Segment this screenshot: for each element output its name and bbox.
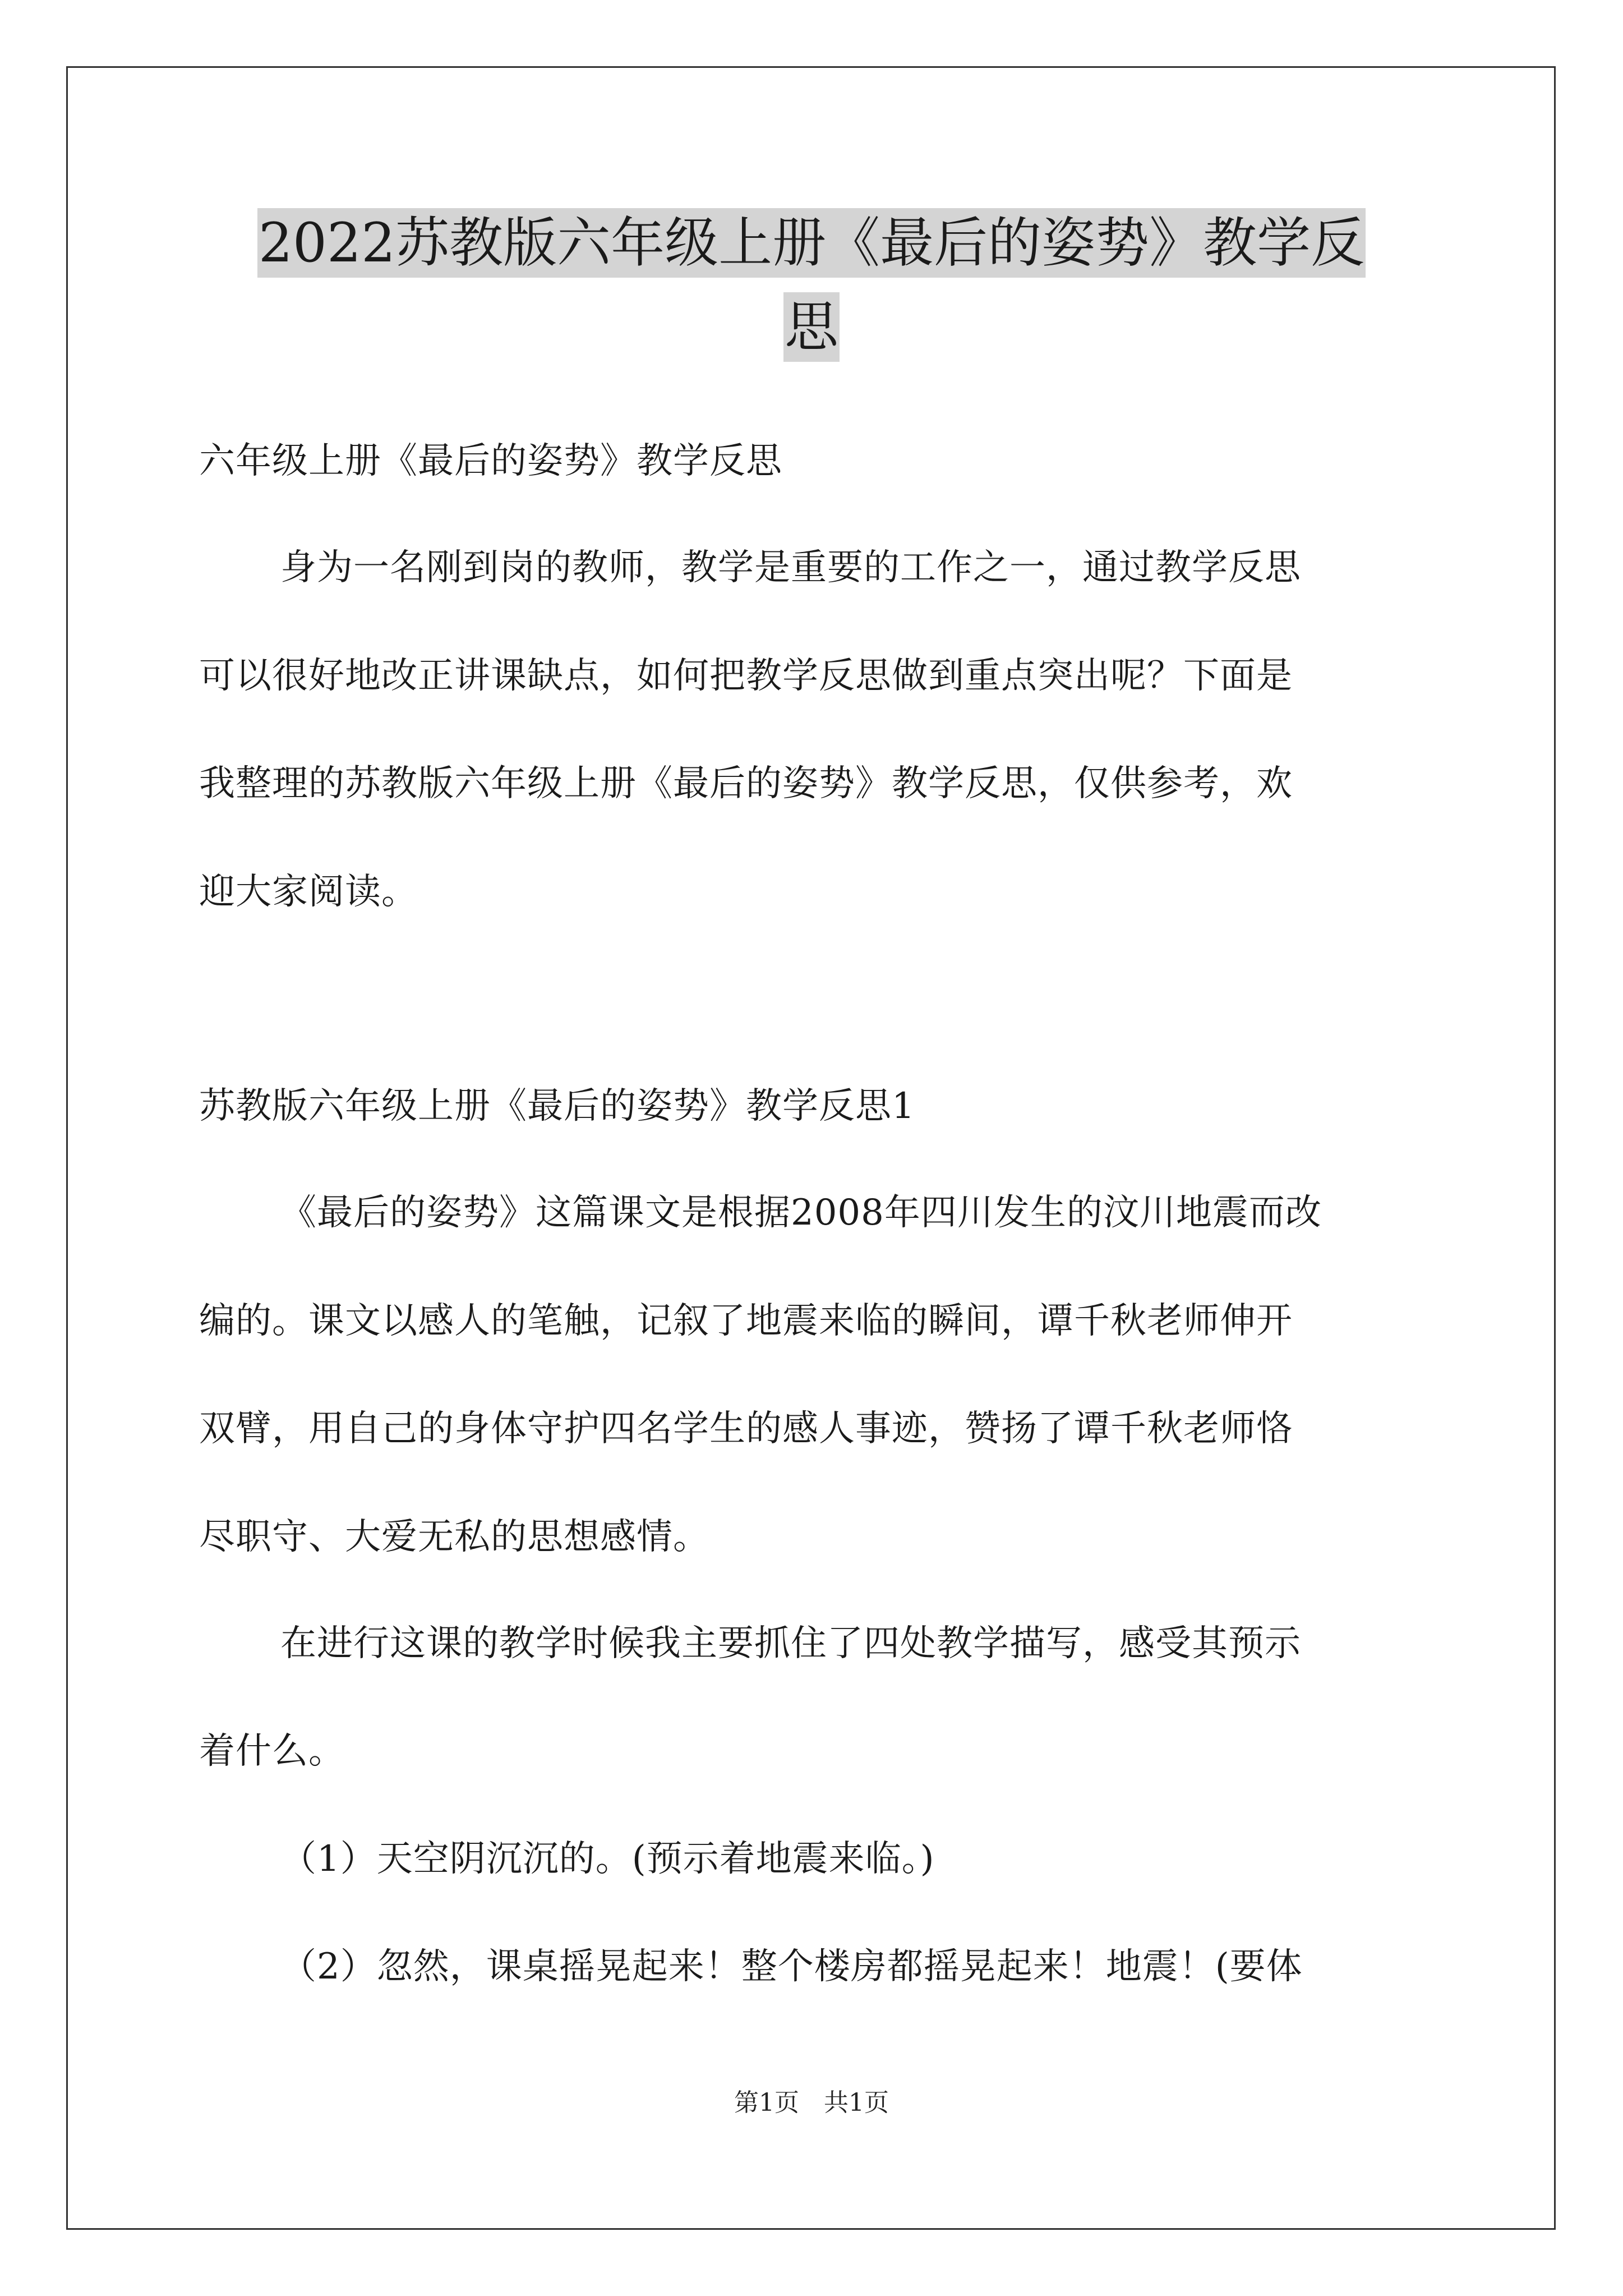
paragraph-line: 我整理的苏教版六年级上册《最后的姿势》教学反思，仅供参考，欢 bbox=[199, 763, 1293, 804]
paragraph-line: 编的。课文以感人的笔触，记叙了地震来临的瞬间，谭千秋老师伸开 bbox=[199, 1300, 1293, 1342]
paragraph-line: 可以很好地改正讲课缺点，如何把教学反思做到重点突出呢？下面是 bbox=[199, 655, 1293, 697]
list-item: （1）天空阴沉沉的。(预示着地震来临。) bbox=[280, 1838, 935, 1880]
paragraph-line: 着什么。 bbox=[199, 1731, 345, 1772]
list-item: （2）忽然，课桌摇晃起来！整个楼房都摇晃起来！地震！(要体 bbox=[280, 1946, 1303, 1987]
paragraph-line: 《最后的姿势》这篇课文是根据2008年四川发生的汶川地震而改 bbox=[280, 1192, 1322, 1234]
paragraph-line: 在进行这课的教学时候我主要抓住了四处教学描写，感受其预示 bbox=[280, 1623, 1301, 1664]
paragraph-line: 身为一名刚到岗的教师，教学是重要的工作之一，通过教学反思 bbox=[280, 547, 1301, 588]
page-border bbox=[66, 66, 1556, 2230]
paragraph-line: 尽职守、大爱无私的思想感情。 bbox=[199, 1516, 709, 1558]
page-footer: 第1页 共1页 bbox=[734, 2088, 889, 2117]
paragraph-line: 双臂，用自己的身体守护四名学生的感人事迹，赞扬了谭千秋老师恪 bbox=[199, 1408, 1293, 1450]
paragraph-line: 迎大家阅读。 bbox=[199, 871, 418, 913]
document-title-continuation: 思 bbox=[0, 300, 1623, 354]
section-heading: 苏教版六年级上册《最后的姿势》教学反思1 bbox=[199, 1085, 915, 1127]
subtitle: 六年级上册《最后的姿势》教学反思 bbox=[199, 440, 782, 482]
document-title: 2022苏教版六年级上册《最后的姿势》教学反 bbox=[0, 216, 1623, 270]
